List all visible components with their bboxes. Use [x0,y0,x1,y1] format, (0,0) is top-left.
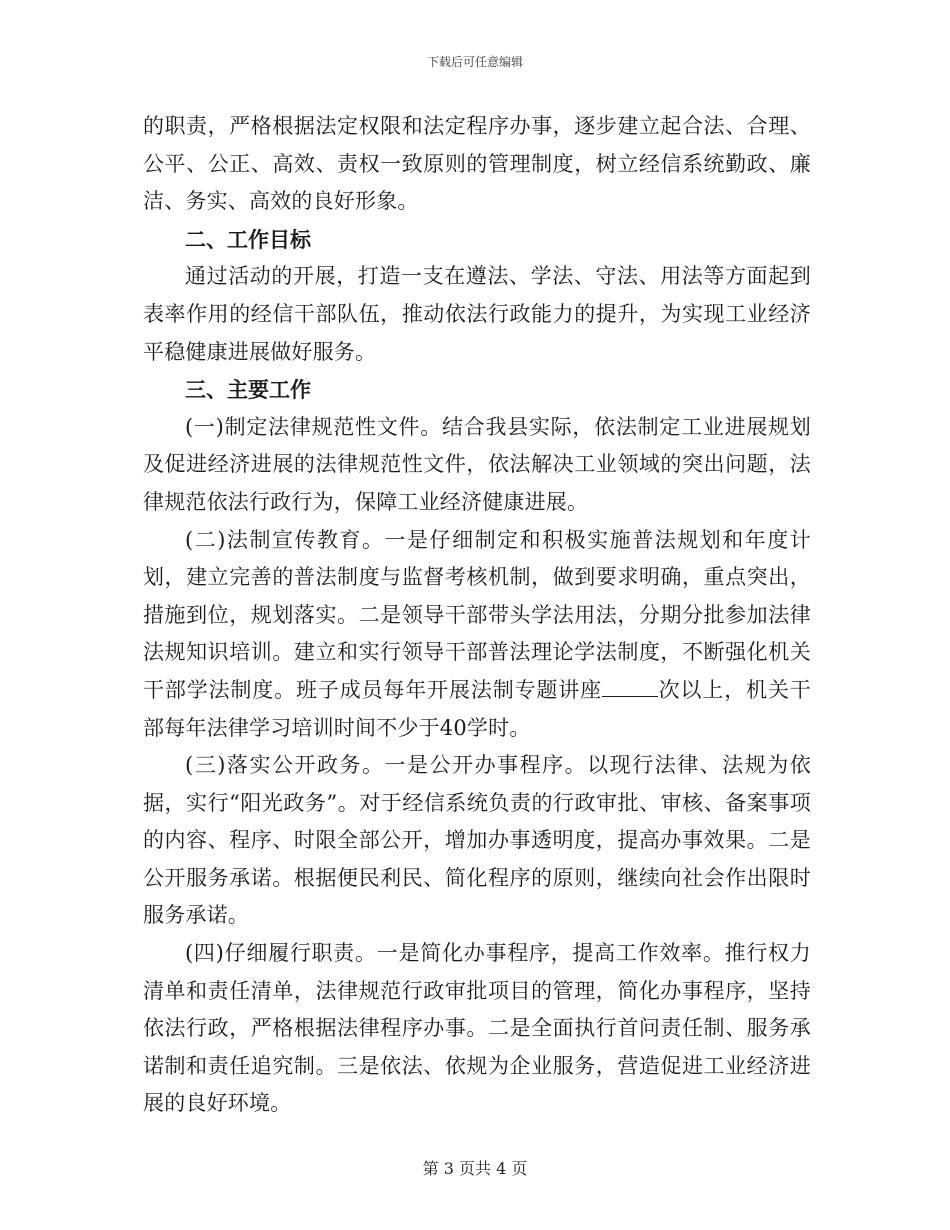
legal-education-text-b: 次以上，机关干部每年法律学习培训时间不少于40学时。 [143,677,811,740]
section-heading-goals: 二、工作目标 [185,226,311,252]
paragraph-open-government: (三)落实公开政务。一是公开办事程序。以现行法律、法规为依据，实行“阳光政务”。对于经信系统负责的行政审批、审核、备案事项的内容、程序、时限全部公开，增加办事透明度，提高办事效果。二是公开服务承诺。根据便民利民、简化程序的原则，继续向社会作出限时服务承诺。 [143,753,811,928]
section-heading-main-work: 三、主要工作 [185,377,311,403]
document-body [143,108,811,1123]
paragraph-legal-education [143,522,811,748]
page-header: 下载后可任意编辑 [426,55,523,69]
page-number: 第 3 页共 4 页 [422,1159,528,1178]
paragraph-goals: 通过活动的开展，打造一支在遵法、学法、守法、用法等方面起到表率作用的经信干部队伍，推动依法行政能力的提升，为实现工业经济平稳健康进展做好服务。 [143,264,811,364]
paragraph-regulatory-documents: (一)制定法律规范性文件。结合我县实际，依法制定工业进展规划及促进经济进展的法律规范性文件，依法解决工业领域的突出问题，法律规范依法行政行为，保障工业经济健康进展。 [143,414,811,514]
paragraph-duties: (四)仔细履行职责。一是简化办事程序，提高工作效率。推行权力清单和责任清单，法律规范行政审批项目的管理，简化办事程序，坚持依法行政，严格根据法律程序办事。二是全面执行首问责任制、服务承诺制和责任追究制。三是依法、依规为企业服务，营造促进工业经济进展的良好环境。 [143,941,811,1116]
fill-in-blank [602,678,658,697]
paragraph-responsibilities: 的职责，严格根据法定权限和法定程序办事，逐步建立起合法、合理、公平、公正、高效、责权一致原则的管理制度，树立经信系统勤政、廉洁、务实、高效的良好形象。 [143,114,811,214]
legal-education-text-a: (二)法制宣传教育。一是仔细制定和积极实施普法规划和年度计划，建立完善的普法制度与监督考核机制，做到要求明确，重点突出，措施到位，规划落实。二是领导干部带头学法用法，分期分批参加法律法规知识培训。建立和实行领导干部普法理论学法制度，不断强化机关干部学法制度。班子成员每年开展法制专题讲座 [143,527,811,702]
